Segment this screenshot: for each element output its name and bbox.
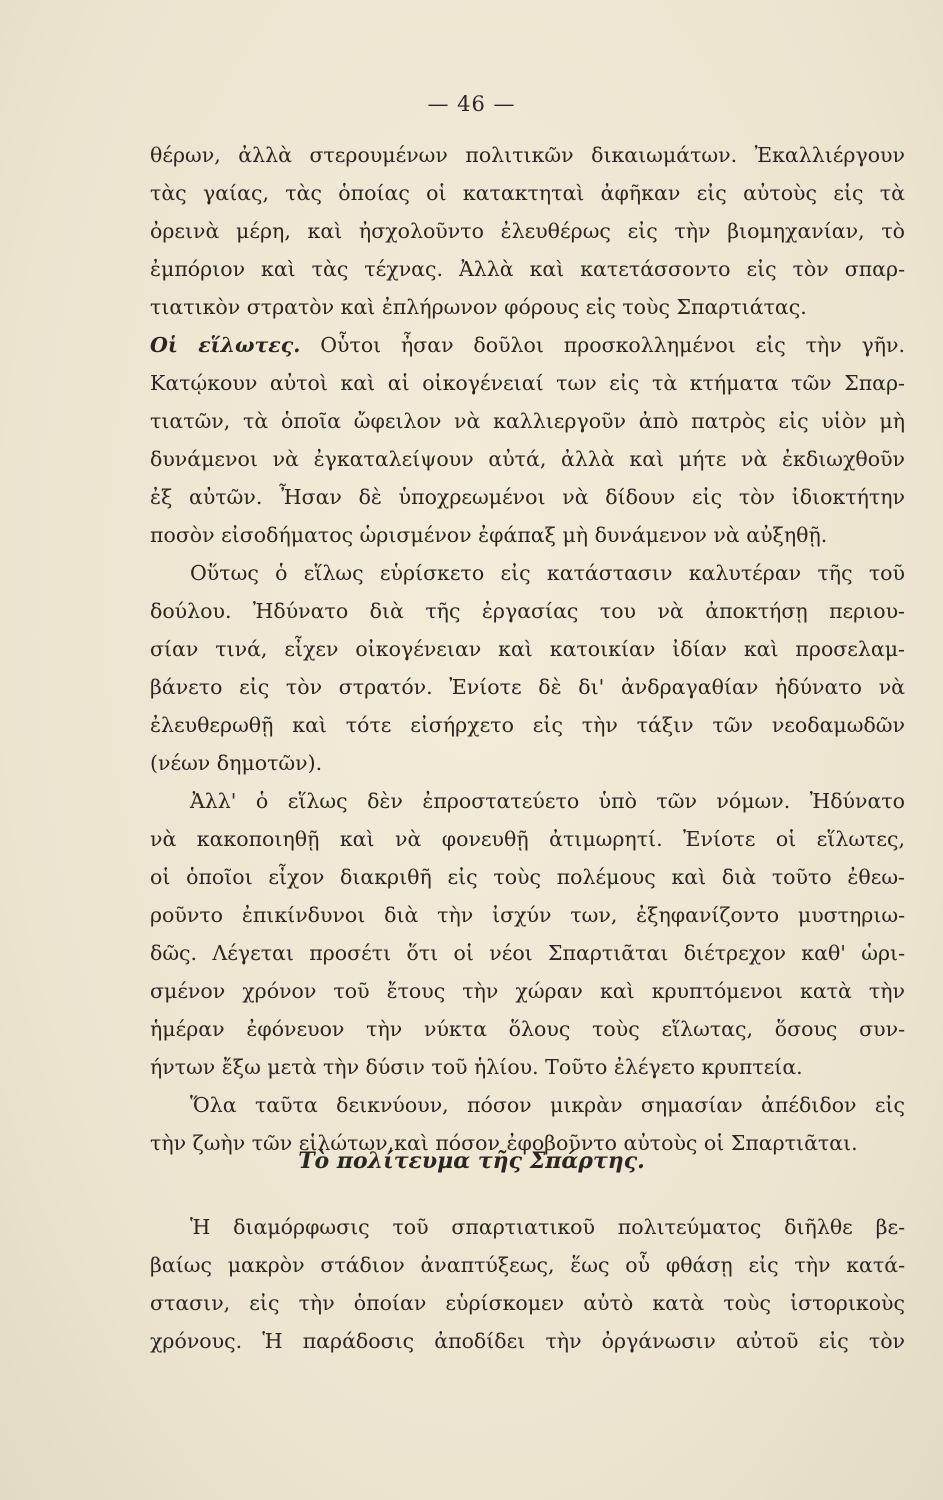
text-line: στασιν, εἰς τὴν ὁποίαν εὑρίσκομεν αὐτὸ κατὰ τοὺς ἱστορικοὺς (150, 1291, 905, 1315)
text-line: ροῦντο ἐπικίνδυνοι διὰ τὴν ἰσχύν των, ἐξηφανίζοντο μυστηριω- (150, 903, 905, 927)
text-line: τὰς γαίας, τὰς ὁποίας οἱ κατακτηταὶ ἀφῆκαν εἰς αὐτοὺς εἰς τὰ (150, 181, 905, 205)
section-heading: Τὸ πολίτευμα τῆς Σπάρτης. (298, 1148, 645, 1174)
text-line: σίαν τινά, εἶχεν οἰκογένειαν καὶ κατοικίαν ἰδίαν καὶ προσελαμ- (150, 637, 905, 661)
text-line: Οὕτως ὁ εἵλως εὑρίσκετο εἰς κατάστασιν καλυτέραν τῆς τοῦ (190, 561, 905, 585)
text-line: σμένον χρόνον τοῦ ἔτους τὴν χώραν καὶ κρυπτόμενοι κατὰ τὴν (150, 979, 905, 1003)
text-line: ποσὸν εἰσοδήματος ὡρισμένον ἐφάπαξ μὴ δυνάμενον νὰ αὐξηθῇ. (150, 523, 828, 547)
text-line: βαίως μακρὸν στάδιον ἀναπτύξεως, ἕως οὗ φθάσῃ εἰς τὴν κατά- (150, 1253, 905, 1277)
text-line: Κατῴκουν αὐτοὶ καὶ αἱ οἰκογένειαί των εἰς τὰ κτήματα τῶν Σπαρ- (150, 371, 905, 395)
text-line: χρόνους. Ἡ παράδοσις ἀποδίδει τὴν ὀργάνωσιν αὐτοῦ εἰς τὸν (150, 1329, 905, 1353)
text-line: οἱ ὁποῖοι εἶχον διακριθῆ εἰς τοὺς πολέμους καὶ διὰ τοῦτο ἐθεω- (150, 865, 905, 889)
text-line: τὴν ζωὴν τῶν εἱλώτων,καὶ πόσον ἐφοβοῦντο αὐτοὺς οἱ Σπαρτιᾶται. (150, 1131, 858, 1155)
text-line: τιατῶν, τὰ ὁποῖα ὤφειλον νὰ καλλιεργοῦν ἀπὸ πατρὸς εἰς υἱὸν μὴ (150, 409, 905, 433)
text-line: βάνετο εἰς τὸν στρατόν. Ἐνίοτε δὲ δι' ἀνδραγαθίαν ἠδύνατο νὰ (150, 675, 905, 699)
text-line: Ἡ διαμόρφωσις τοῦ σπαρτιατικοῦ πολιτεύματος διῆλθε βε- (190, 1215, 905, 1239)
helots-term: Οἱ εἵλωτες. (150, 333, 301, 357)
text-line: δῶς. Λέγεται προσέτι ὅτι οἱ νέοι Σπαρτιᾶται διέτρεχον καθ' ὡρι- (150, 941, 905, 965)
text-line: Ἀλλ' ὁ εἵλως δὲν ἐπροστατεύετο ὑπὸ τῶν νόμων. Ἠδύνατο (190, 789, 905, 813)
page-number: — 46 — (427, 92, 516, 116)
text-line: ἐλευθερωθῇ καὶ τότε εἰσήρχετο εἰς τὴν τάξιν τῶν νεοδαμωδῶν (150, 713, 905, 737)
paragraph-perioikoi (150, 136, 905, 326)
text-line: ἐμπόριον καὶ τὰς τέχνας. Ἀλλὰ καὶ κατετάσσοντο εἰς τὸν σπαρ- (150, 257, 905, 281)
paragraph-helots (150, 326, 905, 1162)
text-line: ἡμέραν ἐφόνευον τὴν νύκτα ὅλους τοὺς εἵλωτας, ὅσους συν- (150, 1017, 905, 1041)
text-line: δούλου. Ἠδύνατο διὰ τῆς ἐργασίας του νὰ ἀποκτήσῃ περιου- (150, 599, 905, 623)
text-line: ἐξ αὐτῶν. Ἦσαν δὲ ὑποχρεωμένοι νὰ δίδουν εἰς τὸν ἰδιοκτήτην (150, 485, 905, 509)
text-line: τιατικὸν στρατὸν καὶ ἐπλήρωνον φόρους εἰς τοὺς Σπαρτιάτας. (150, 295, 807, 319)
text-line: Ὅλα ταῦτα δεικνύουν, πόσον μικρὰν σημασίαν ἀπέδιδον εἰς (190, 1093, 905, 1117)
text-line: νὰ κακοποιηθῇ καὶ νὰ φονευθῇ ἀτιμωρητί. Ἐνίοτε οἱ εἵλωτες, (150, 827, 905, 851)
helots-first-line: Οὗτοι ἦσαν δοῦλοι προσκολλημένοι εἰς τὴν γῆν. (320, 333, 905, 357)
text-line: (νέων δημοτῶν). (150, 751, 323, 775)
paragraph-constitution (150, 1208, 905, 1360)
text-line: δυνάμενοι νὰ ἐγκαταλείψουν αὐτά, ἀλλὰ καὶ μήτε νὰ ἐκδιωχθοῦν (150, 447, 905, 471)
text-line: ὀρεινὰ μέρη, καὶ ἠσχολοῦντο ἐλευθέρως εἰς τὴν βιομηχανίαν, τὸ (150, 219, 905, 243)
text-line: ήντων ἔξω μετὰ τὴν δύσιν τοῦ ἡλίου. Τοῦτο ἐλέγετο κρυπτεία. (150, 1055, 803, 1079)
text-line (150, 326, 905, 364)
text-line: θέρων, ἀλλὰ στερουμένων πολιτικῶν δικαιωμάτων. Ἐκαλλιέργουν (150, 143, 905, 167)
